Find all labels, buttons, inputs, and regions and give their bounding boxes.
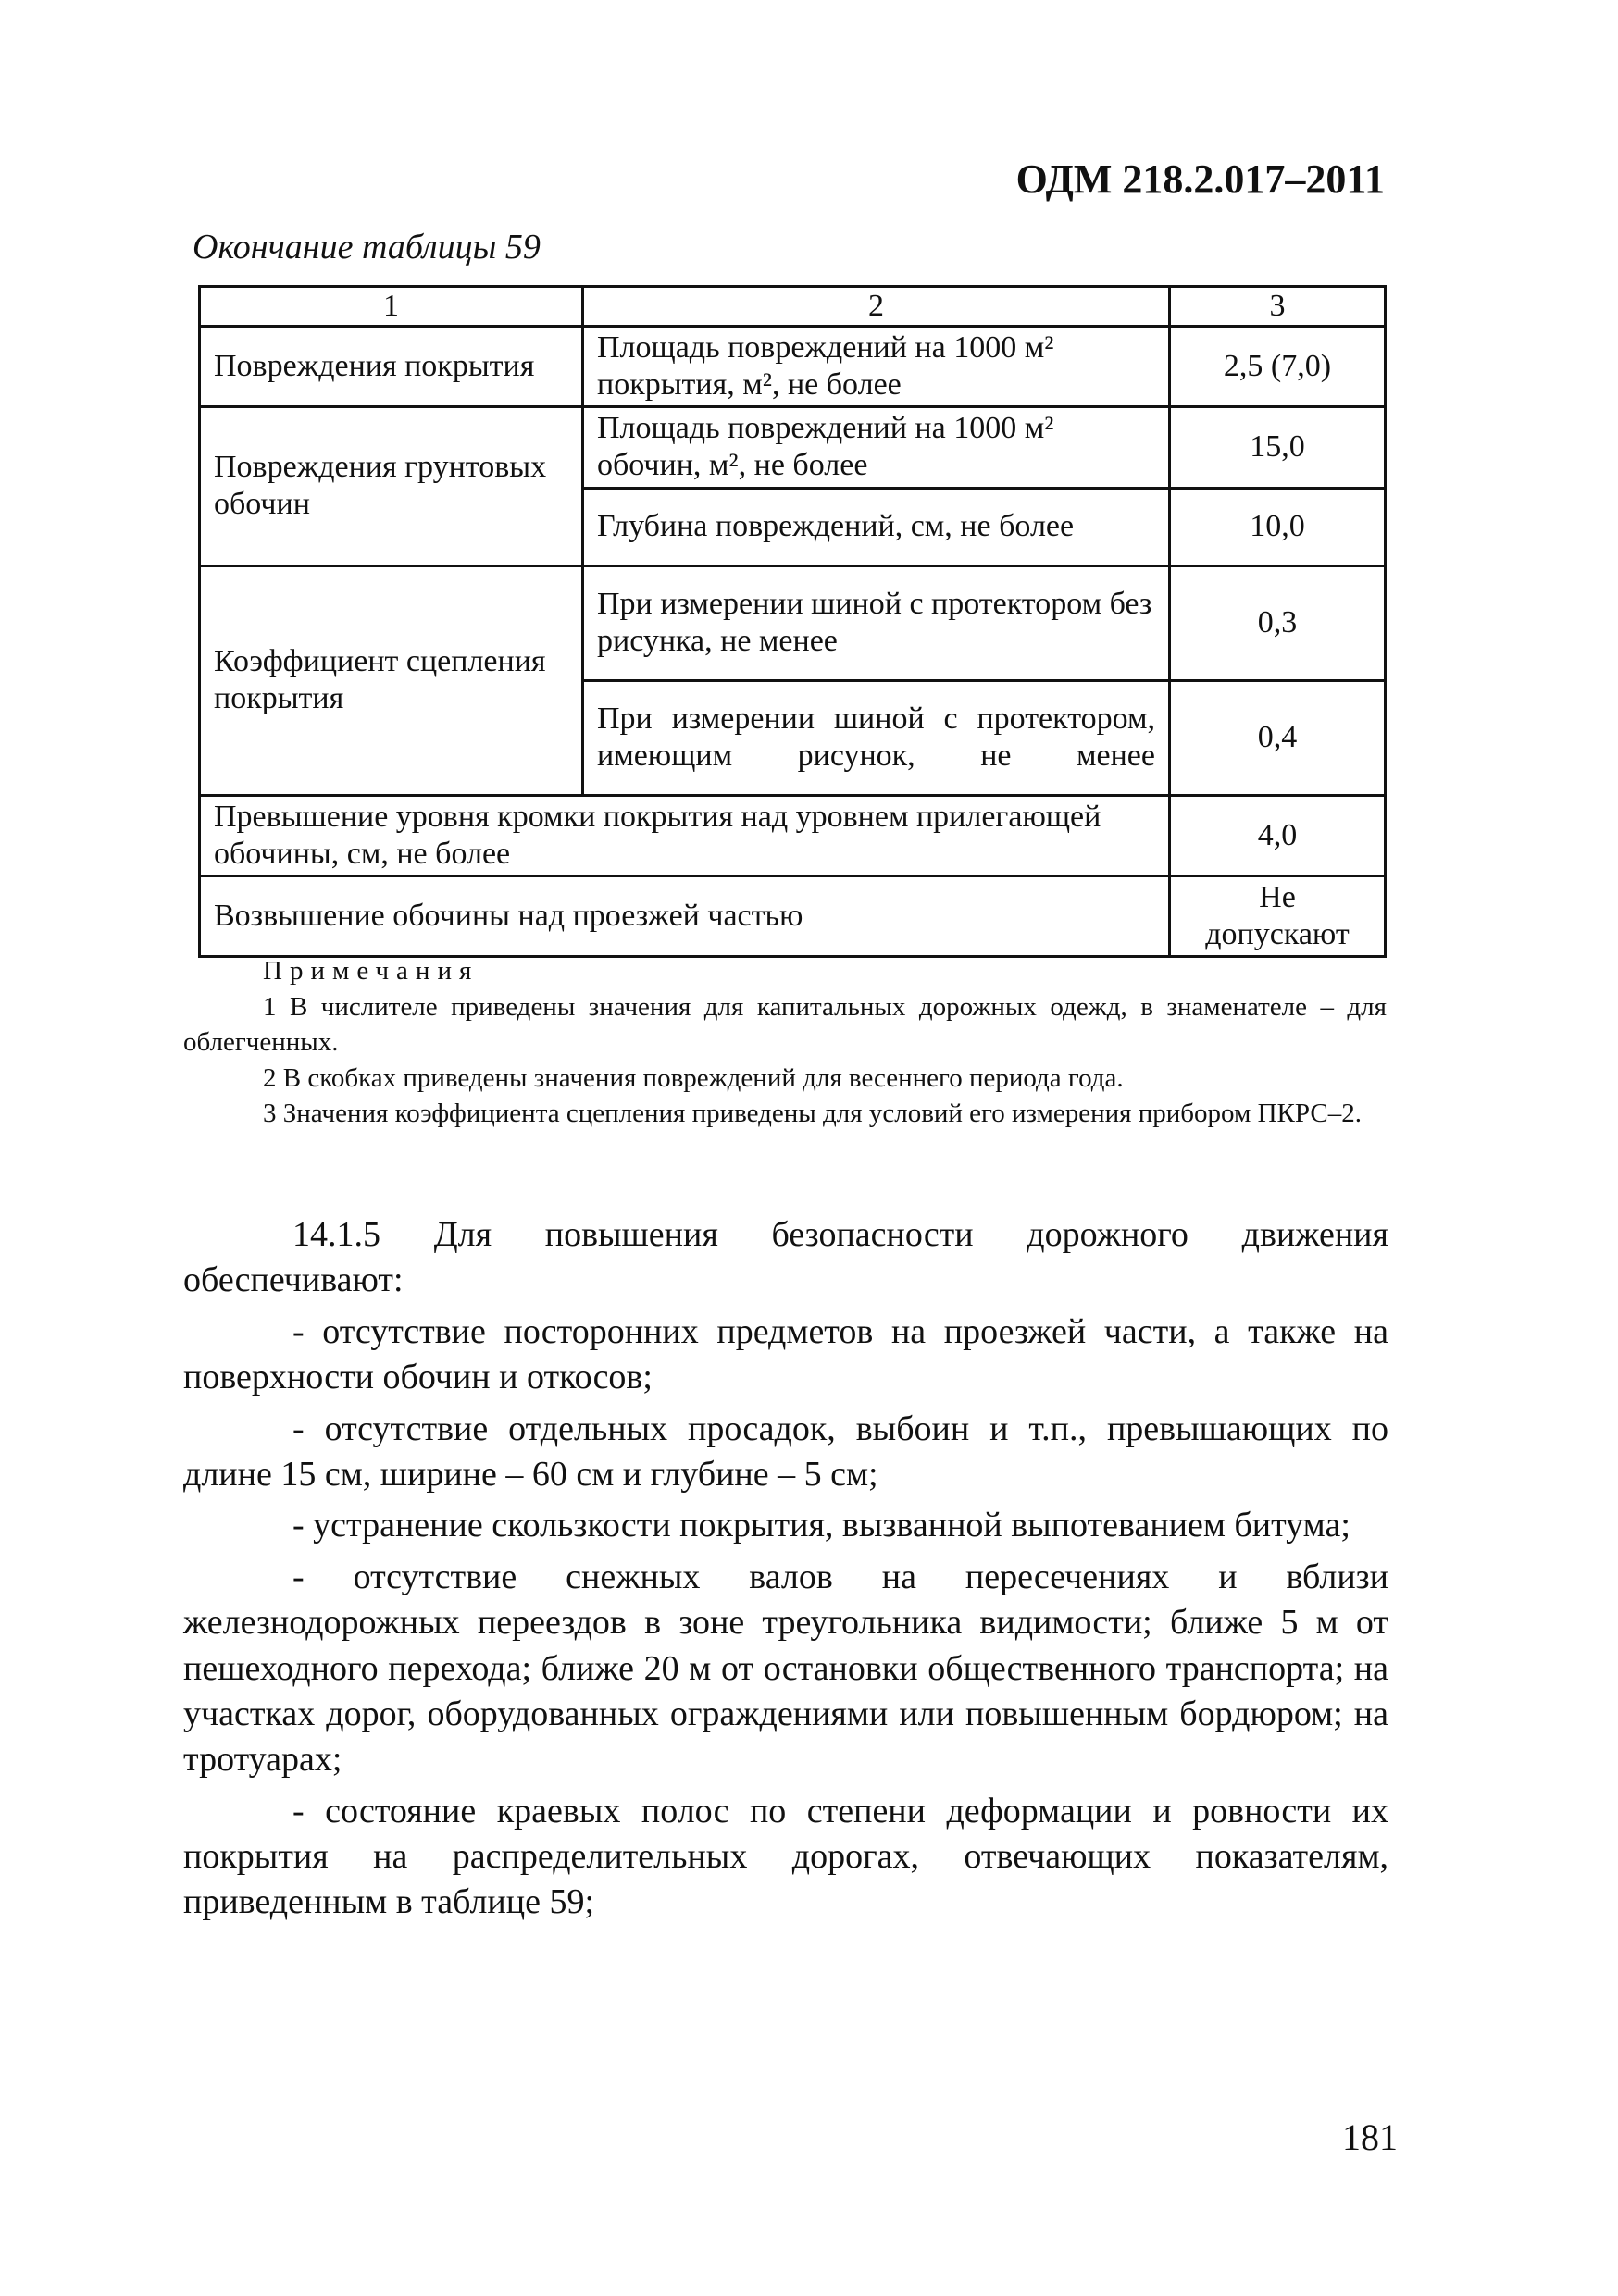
table-row <box>200 407 1386 488</box>
table-row <box>200 327 1386 407</box>
page-number: 181 <box>1342 2116 1398 2158</box>
notes-block <box>183 953 1387 1132</box>
note-item: 2 В скобках приведены значения повреждений для весеннего периода года. <box>263 1062 1124 1093</box>
row-group-label: Повреждения грунтовых обочин <box>200 407 583 565</box>
row-value: 15,0 <box>1170 407 1386 488</box>
paragraph: - отсутствие посторонних предметов на проезжей части, а также на поверхности обочин и откосов; <box>183 1311 1388 1397</box>
table-caption: Окончание таблицы 59 <box>193 228 541 267</box>
table-row <box>200 875 1386 956</box>
paragraph: 14.1.5 Для повышения безопасности дорожного движения обеспечивают: <box>183 1215 1388 1300</box>
column-header-1: 1 <box>200 287 583 327</box>
notes-title: Примечания <box>263 956 479 986</box>
row-criterion: Превышение уровня кромки покрытия над уровнем прилегающей обочины, см, не более <box>200 795 1170 875</box>
row-criterion: Площадь повреждений на 1000 м² покрытия, м², не более <box>583 327 1170 407</box>
row-group-label: Коэффициент сцепления покрытия <box>200 565 583 795</box>
column-header-3: 3 <box>1170 287 1386 327</box>
row-value: 4,0 <box>1170 795 1386 875</box>
table-header-row <box>200 287 1386 327</box>
table-row <box>200 795 1386 875</box>
row-value: 10,0 <box>1170 488 1386 565</box>
table-59 <box>198 285 1387 958</box>
row-value: 0,3 <box>1170 565 1386 680</box>
row-criterion: При измерении шиной с протектором без рисунка, не менее <box>583 565 1170 680</box>
body-text <box>183 1212 1388 1931</box>
column-header-2: 2 <box>583 287 1170 327</box>
paragraph: - устранение скользкости покрытия, вызванной выпотеванием битума; <box>292 1506 1350 1545</box>
row-value: Не допускают <box>1170 875 1386 956</box>
row-criterion: При измерении шиной с протектором, имеющим рисунок, не менее <box>583 680 1170 795</box>
row-criterion: Глубина повреждений, см, не более <box>583 488 1170 565</box>
table-row <box>200 565 1386 680</box>
paragraph: - состояние краевых полос по степени деформации и ровности их покрытия на распределительных дорогах, отвечающих показателям, приведенным в таблице 59; <box>183 1791 1388 1922</box>
row-group-label: Повреждения покрытия <box>200 327 583 407</box>
row-criterion: Возвышение обочины над проезжей частью <box>200 875 1170 956</box>
note-item: 1 В числителе приведены значения для капитальных дорожных одежд, в знаменателе – для облегченных. <box>183 991 1387 1058</box>
row-value: 0,4 <box>1170 680 1386 795</box>
paragraph: - отсутствие снежных валов на пересечениях и вблизи железнодорожных переездов в зоне треугольника видимости; ближе 5 м от пешеходного перехода; ближе 20 м от остановки общественного транспорта; на участках дорог, оборудованных ограждениями или повышенным бордюром; на тротуарах; <box>183 1557 1388 1780</box>
document-code: ОДМ 218.2.017–2011 <box>1015 156 1385 202</box>
paragraph: - отсутствие отдельных просадок, выбоин и т.п., превышающих по длине 15 см, ширине – 60 см и глубине – 5 см; <box>183 1409 1388 1494</box>
row-value: 2,5 (7,0) <box>1170 327 1386 407</box>
note-item: 3 Значения коэффициента сцепления приведены для условий его измерения прибором ПКРС–2. <box>263 1098 1362 1129</box>
row-criterion: Площадь повреждений на 1000 м² обочин, м², не более <box>583 407 1170 488</box>
